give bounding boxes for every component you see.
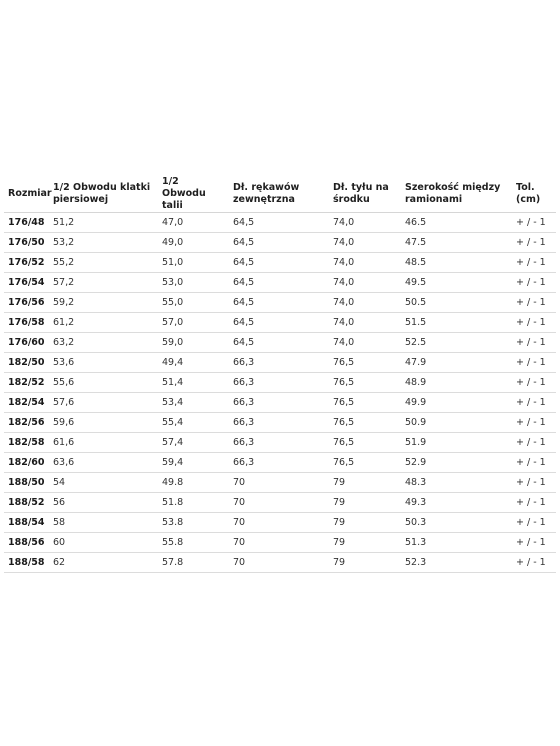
chest-cell: 57,6 bbox=[49, 393, 158, 413]
waist-cell: 59,0 bbox=[158, 333, 229, 353]
back-length-cell: 74,0 bbox=[329, 313, 401, 333]
tolerance-cell: + / - 1 bbox=[512, 213, 556, 233]
size-cell: 176/54 bbox=[4, 273, 49, 293]
table-row bbox=[4, 533, 556, 553]
header-back-length: Dł. tyłu na środku bbox=[329, 176, 401, 213]
tolerance-cell: + / - 1 bbox=[512, 333, 556, 353]
table-row bbox=[4, 473, 556, 493]
sleeve-cell: 70 bbox=[229, 473, 329, 493]
header-row bbox=[4, 176, 556, 213]
waist-cell: 59,4 bbox=[158, 453, 229, 473]
back-length-cell: 76,5 bbox=[329, 433, 401, 453]
size-cell: 182/52 bbox=[4, 373, 49, 393]
shoulder-width-cell: 46.5 bbox=[401, 213, 512, 233]
chest-cell: 54 bbox=[49, 473, 158, 493]
tolerance-cell: + / - 1 bbox=[512, 533, 556, 553]
back-length-cell: 76,5 bbox=[329, 373, 401, 393]
chest-cell: 51,2 bbox=[49, 213, 158, 233]
chest-cell: 63,2 bbox=[49, 333, 158, 353]
header-waist: 1/2 Obwodu talii bbox=[158, 176, 229, 213]
table-row bbox=[4, 373, 556, 393]
shoulder-width-cell: 52.3 bbox=[401, 553, 512, 573]
shoulder-width-cell: 51.9 bbox=[401, 433, 512, 453]
shoulder-width-cell: 51.3 bbox=[401, 533, 512, 553]
sleeve-cell: 70 bbox=[229, 533, 329, 553]
tolerance-cell: + / - 1 bbox=[512, 313, 556, 333]
back-length-cell: 74,0 bbox=[329, 213, 401, 233]
size-cell: 188/54 bbox=[4, 513, 49, 533]
waist-cell: 57,4 bbox=[158, 433, 229, 453]
table-row bbox=[4, 313, 556, 333]
table-row bbox=[4, 413, 556, 433]
back-length-cell: 79 bbox=[329, 473, 401, 493]
table-row bbox=[4, 393, 556, 413]
tolerance-cell: + / - 1 bbox=[512, 293, 556, 313]
tolerance-cell: + / - 1 bbox=[512, 353, 556, 373]
back-length-cell: 79 bbox=[329, 513, 401, 533]
table-row bbox=[4, 273, 556, 293]
waist-cell: 51.8 bbox=[158, 493, 229, 513]
waist-cell: 55.8 bbox=[158, 533, 229, 553]
table-row bbox=[4, 493, 556, 513]
table-row bbox=[4, 293, 556, 313]
size-chart-table bbox=[4, 176, 556, 573]
sleeve-cell: 66,3 bbox=[229, 453, 329, 473]
sleeve-cell: 66,3 bbox=[229, 413, 329, 433]
waist-cell: 51,0 bbox=[158, 253, 229, 273]
sleeve-cell: 66,3 bbox=[229, 433, 329, 453]
tolerance-cell: + / - 1 bbox=[512, 273, 556, 293]
size-cell: 182/56 bbox=[4, 413, 49, 433]
tolerance-cell: + / - 1 bbox=[512, 373, 556, 393]
size-cell: 176/60 bbox=[4, 333, 49, 353]
shoulder-width-cell: 51.5 bbox=[401, 313, 512, 333]
chest-cell: 53,6 bbox=[49, 353, 158, 373]
shoulder-width-cell: 48.5 bbox=[401, 253, 512, 273]
sleeve-cell: 64,5 bbox=[229, 313, 329, 333]
size-cell: 176/50 bbox=[4, 233, 49, 253]
tolerance-cell: + / - 1 bbox=[512, 493, 556, 513]
sleeve-cell: 70 bbox=[229, 513, 329, 533]
tolerance-cell: + / - 1 bbox=[512, 453, 556, 473]
sleeve-cell: 64,5 bbox=[229, 333, 329, 353]
tolerance-cell: + / - 1 bbox=[512, 253, 556, 273]
waist-cell: 53.8 bbox=[158, 513, 229, 533]
size-cell: 176/52 bbox=[4, 253, 49, 273]
shoulder-width-cell: 49.3 bbox=[401, 493, 512, 513]
size-cell: 188/52 bbox=[4, 493, 49, 513]
waist-cell: 47,0 bbox=[158, 213, 229, 233]
size-cell: 176/48 bbox=[4, 213, 49, 233]
chest-cell: 55,2 bbox=[49, 253, 158, 273]
size-cell: 188/58 bbox=[4, 553, 49, 573]
tolerance-cell: + / - 1 bbox=[512, 513, 556, 533]
waist-cell: 53,0 bbox=[158, 273, 229, 293]
size-cell: 188/56 bbox=[4, 533, 49, 553]
chest-cell: 56 bbox=[49, 493, 158, 513]
waist-cell: 49,4 bbox=[158, 353, 229, 373]
sleeve-cell: 64,5 bbox=[229, 293, 329, 313]
size-cell: 182/54 bbox=[4, 393, 49, 413]
back-length-cell: 74,0 bbox=[329, 293, 401, 313]
waist-cell: 49,0 bbox=[158, 233, 229, 253]
sleeve-cell: 64,5 bbox=[229, 213, 329, 233]
chest-cell: 59,2 bbox=[49, 293, 158, 313]
back-length-cell: 76,5 bbox=[329, 353, 401, 373]
size-cell: 188/50 bbox=[4, 473, 49, 493]
header-tolerance: Tol. (cm) bbox=[512, 176, 556, 213]
table-row bbox=[4, 233, 556, 253]
waist-cell: 51,4 bbox=[158, 373, 229, 393]
header-shoulder-width: Szerokość między ramionami bbox=[401, 176, 512, 213]
size-cell: 182/50 bbox=[4, 353, 49, 373]
size-cell: 182/58 bbox=[4, 433, 49, 453]
size-cell: 182/60 bbox=[4, 453, 49, 473]
shoulder-width-cell: 48.9 bbox=[401, 373, 512, 393]
shoulder-width-cell: 49.9 bbox=[401, 393, 512, 413]
back-length-cell: 76,5 bbox=[329, 413, 401, 433]
table-row bbox=[4, 553, 556, 573]
chest-cell: 58 bbox=[49, 513, 158, 533]
chest-cell: 62 bbox=[49, 553, 158, 573]
back-length-cell: 76,5 bbox=[329, 453, 401, 473]
sleeve-cell: 64,5 bbox=[229, 233, 329, 253]
shoulder-width-cell: 49.5 bbox=[401, 273, 512, 293]
tolerance-cell: + / - 1 bbox=[512, 233, 556, 253]
table-row bbox=[4, 253, 556, 273]
waist-cell: 57,0 bbox=[158, 313, 229, 333]
chest-cell: 61,2 bbox=[49, 313, 158, 333]
chest-cell: 57,2 bbox=[49, 273, 158, 293]
shoulder-width-cell: 50.9 bbox=[401, 413, 512, 433]
waist-cell: 53,4 bbox=[158, 393, 229, 413]
waist-cell: 55,0 bbox=[158, 293, 229, 313]
chest-cell: 59,6 bbox=[49, 413, 158, 433]
table-row bbox=[4, 333, 556, 353]
waist-cell: 57.8 bbox=[158, 553, 229, 573]
back-length-cell: 74,0 bbox=[329, 233, 401, 253]
chest-cell: 61,6 bbox=[49, 433, 158, 453]
shoulder-width-cell: 47.5 bbox=[401, 233, 512, 253]
sleeve-cell: 66,3 bbox=[229, 353, 329, 373]
shoulder-width-cell: 50.5 bbox=[401, 293, 512, 313]
table-row bbox=[4, 213, 556, 233]
sleeve-cell: 66,3 bbox=[229, 373, 329, 393]
tolerance-cell: + / - 1 bbox=[512, 393, 556, 413]
chest-cell: 60 bbox=[49, 533, 158, 553]
size-cell: 176/58 bbox=[4, 313, 49, 333]
tolerance-cell: + / - 1 bbox=[512, 433, 556, 453]
sleeve-cell: 66,3 bbox=[229, 393, 329, 413]
table-row bbox=[4, 513, 556, 533]
back-length-cell: 76,5 bbox=[329, 393, 401, 413]
size-cell: 176/56 bbox=[4, 293, 49, 313]
back-length-cell: 79 bbox=[329, 493, 401, 513]
back-length-cell: 79 bbox=[329, 533, 401, 553]
table-row bbox=[4, 453, 556, 473]
chest-cell: 53,2 bbox=[49, 233, 158, 253]
shoulder-width-cell: 52.5 bbox=[401, 333, 512, 353]
waist-cell: 55,4 bbox=[158, 413, 229, 433]
sleeve-cell: 64,5 bbox=[229, 253, 329, 273]
sleeve-cell: 70 bbox=[229, 493, 329, 513]
tolerance-cell: + / - 1 bbox=[512, 473, 556, 493]
back-length-cell: 74,0 bbox=[329, 333, 401, 353]
shoulder-width-cell: 47.9 bbox=[401, 353, 512, 373]
shoulder-width-cell: 48.3 bbox=[401, 473, 512, 493]
back-length-cell: 74,0 bbox=[329, 273, 401, 293]
back-length-cell: 74,0 bbox=[329, 253, 401, 273]
table-row bbox=[4, 353, 556, 373]
sleeve-cell: 70 bbox=[229, 553, 329, 573]
header-chest: 1/2 Obwodu klatki piersiowej bbox=[49, 176, 158, 213]
table-body bbox=[4, 213, 556, 573]
sleeve-cell: 64,5 bbox=[229, 273, 329, 293]
back-length-cell: 79 bbox=[329, 553, 401, 573]
tolerance-cell: + / - 1 bbox=[512, 553, 556, 573]
header-sleeve-length: Dł. rękawów zewnętrzna bbox=[229, 176, 329, 213]
tolerance-cell: + / - 1 bbox=[512, 413, 556, 433]
table-row bbox=[4, 433, 556, 453]
shoulder-width-cell: 50.3 bbox=[401, 513, 512, 533]
chest-cell: 63,6 bbox=[49, 453, 158, 473]
chest-cell: 55,6 bbox=[49, 373, 158, 393]
waist-cell: 49.8 bbox=[158, 473, 229, 493]
header-size: Rozmiar bbox=[4, 176, 49, 213]
shoulder-width-cell: 52.9 bbox=[401, 453, 512, 473]
